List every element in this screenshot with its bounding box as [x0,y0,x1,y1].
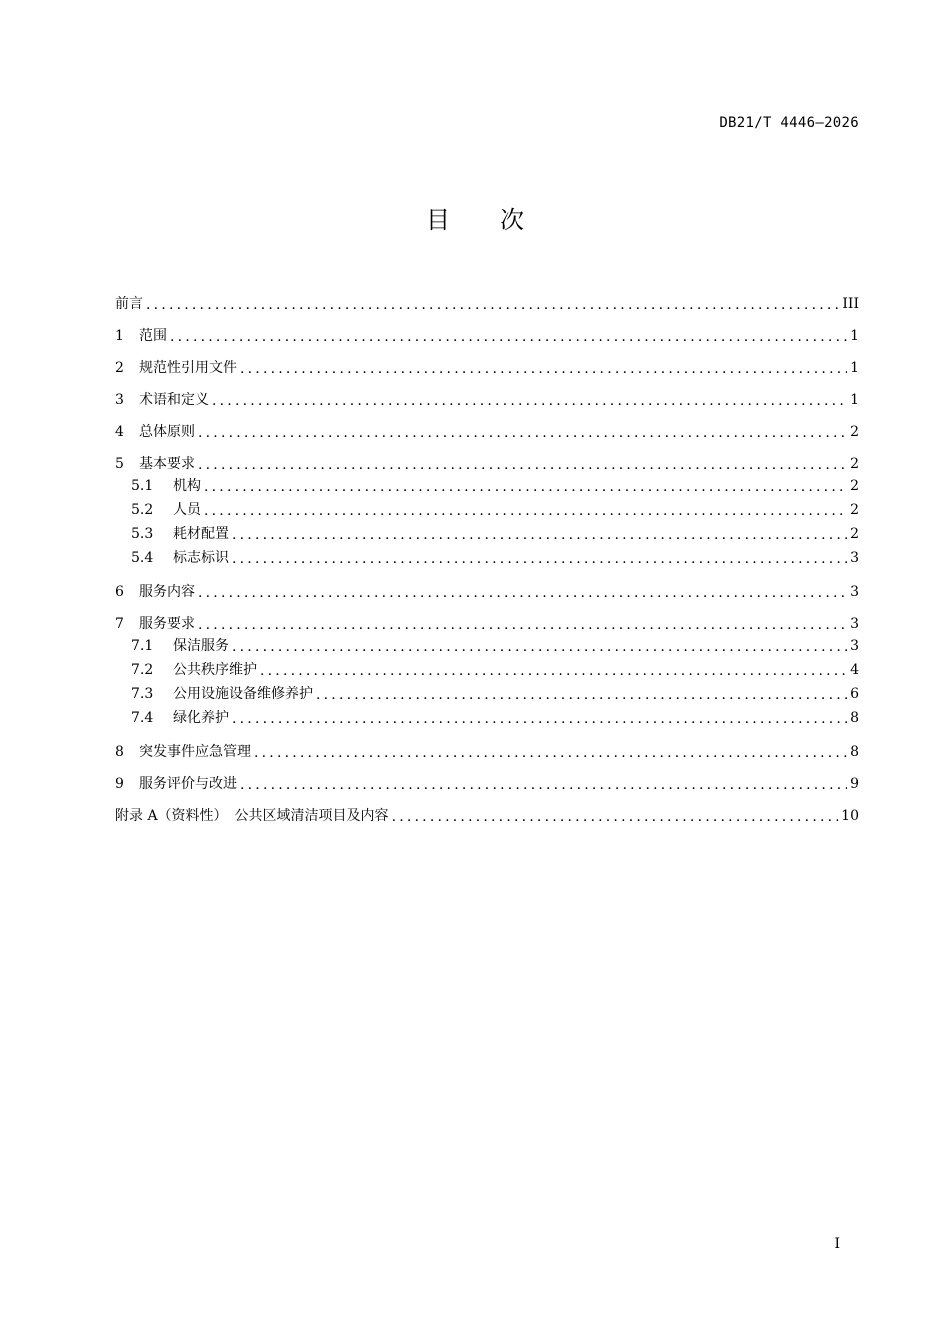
toc-leader-dots [240,359,847,379]
toc-entry-number: 7 [115,616,124,632]
toc-entry-number: 5 [115,456,124,472]
toc-leader-dots [204,477,847,497]
toc-leader-dots [232,637,847,657]
toc-leader-dots [392,807,839,827]
toc-entry-page: 1 [850,328,859,344]
toc-entry-number: 7.4 [131,710,154,726]
toc-entry-number: 2 [115,360,124,376]
toc-leader-dots [316,685,847,705]
toc-entry-label: 前言 [115,296,143,312]
toc-entry-page: 2 [850,526,859,542]
page-title: 目次 [426,206,574,234]
toc-entry-label: 公用设施设备维修养护 [173,686,313,702]
toc-entry-page: 3 [850,550,859,566]
toc-entry-6[interactable] [115,576,859,608]
toc-entry-page: 4 [850,662,859,678]
toc-entry-label: 附录 A（资料性） 公共区域清洁项目及内容 [115,808,389,824]
toc-entry-label: 公共秩序维护 [173,662,257,678]
toc-entry-label: 规范性引用文件 [139,360,237,376]
toc-entry-label: 范围 [139,328,167,344]
toc-entry-page: 3 [850,616,859,632]
toc-entry-page: 1 [850,360,859,376]
toc-entry-7-2[interactable] [115,658,859,682]
toc-entry-page: 3 [850,638,859,654]
toc-entry-page: 2 [850,478,859,494]
toc-entry-number: 5.3 [131,526,154,542]
toc-entry-label: 人员 [173,502,201,518]
page-number: I [834,1236,840,1252]
toc-entry-label: 保洁服务 [173,638,229,654]
toc-entry-number: 7.2 [131,662,154,678]
toc-entry-label: 总体原则 [139,424,195,440]
toc-leader-dots [232,709,847,729]
toc-entry-3[interactable] [115,384,859,416]
toc-leader-dots [240,775,847,795]
toc-leader-dots [254,743,847,763]
toc-leader-dots [198,615,847,635]
toc-entry-5-3[interactable] [115,522,859,546]
toc-entry-number: 7.1 [131,638,154,654]
toc-entry-page: 6 [850,686,859,702]
toc-leader-dots [212,391,847,411]
toc-entry-9[interactable] [115,768,859,800]
toc-entry-8[interactable] [115,736,859,768]
toc-leader-dots [260,661,847,681]
toc-entry-page: 9 [850,776,859,792]
toc-entry-appendix-a[interactable] [115,800,859,832]
toc-entry-page: 10 [841,808,859,824]
toc-entry-label: 耗材配置 [173,526,229,542]
toc-entry-number: 8 [115,744,124,760]
toc-entry-page: 2 [850,456,859,472]
toc-entry-label: 标志标识 [173,550,229,566]
toc-leader-dots [232,525,847,545]
toc-entry-number: 5.2 [131,502,154,518]
toc-entry-label: 服务评价与改进 [139,776,237,792]
toc-leader-dots [198,423,847,443]
toc-entry-7-3[interactable] [115,682,859,706]
toc-entry-5-4[interactable] [115,546,859,570]
toc-entry-1[interactable] [115,320,859,352]
standard-code: DB21/T 4446—2026 [719,115,859,131]
toc-entry-page: 8 [850,744,859,760]
toc-entry-page: 1 [850,392,859,408]
toc-entry-label: 服务要求 [139,616,195,632]
toc-entry-label: 突发事件应急管理 [139,744,251,760]
toc-leader-dots [170,327,847,347]
toc-entry-2[interactable] [115,352,859,384]
toc-entry-foreword[interactable] [115,288,859,320]
toc-entry-7-4[interactable] [115,706,859,730]
toc-leader-dots [198,583,847,603]
toc-entry-4[interactable] [115,416,859,448]
toc-entry-number: 1 [115,328,124,344]
toc-entry-number: 9 [115,776,124,792]
toc-entry-number: 6 [115,584,124,600]
toc-entry-label: 服务内容 [139,584,195,600]
toc-entry-number: 7.3 [131,686,154,702]
toc-leader-dots [232,549,847,569]
toc-entry-label: 机构 [173,478,201,494]
toc-entry-page: 2 [850,502,859,518]
toc-leader-dots [204,501,847,521]
toc-entry-number: 4 [115,424,124,440]
toc-entry-page: 2 [850,424,859,440]
toc-entry-label: 基本要求 [139,456,195,472]
toc-entry-number: 5.1 [131,478,154,494]
toc-entry-5-1[interactable] [115,474,859,498]
table-of-contents [115,288,859,832]
toc-entry-page: 8 [850,710,859,726]
toc-leader-dots [146,295,839,315]
toc-entry-7-1[interactable] [115,634,859,658]
toc-entry-5-2[interactable] [115,498,859,522]
toc-entry-number: 3 [115,392,124,408]
toc-leader-dots [198,455,847,475]
toc-entry-label: 术语和定义 [139,392,209,408]
toc-entry-page: III [842,296,859,312]
toc-entry-number: 5.4 [131,550,154,566]
toc-entry-page: 3 [850,584,859,600]
toc-entry-label: 绿化养护 [173,710,229,726]
